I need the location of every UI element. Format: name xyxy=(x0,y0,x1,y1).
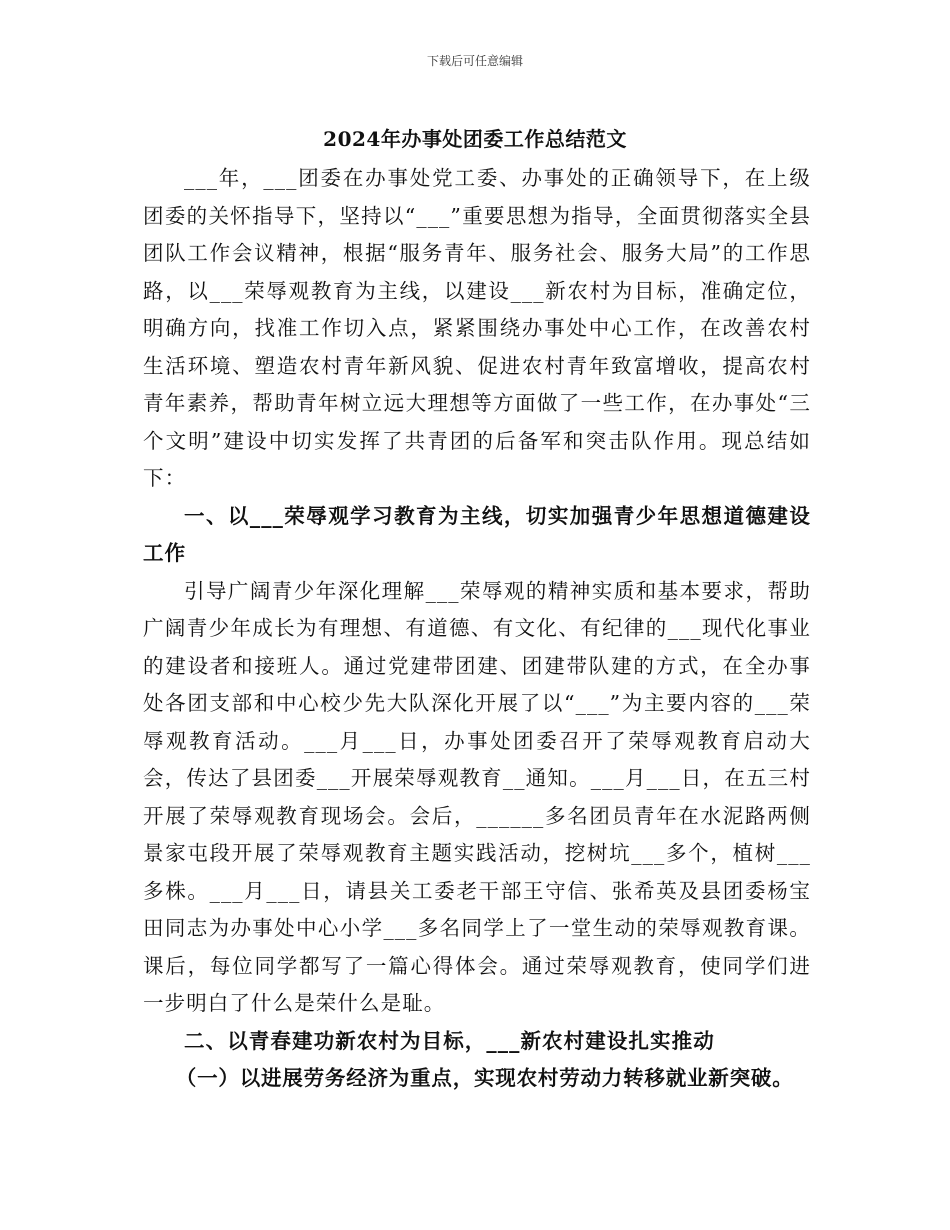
header-note: 下载后可任意编辑 xyxy=(426,54,523,68)
section-1-paragraph: 引导广阔青少年深化理解___荣辱观的精神实质和基本要求，帮助广阔青少年成长为有理想、有道德、有文化、有纪律的___现代化事业的建设者和接班人。通过党建带团建、团建带队建的方式，在全办事处各团支部和中心校少先大队深化开展了以“___”为主要内容的___荣辱观教育活动。___月___日，办事处团委召开了荣辱观教育启动大会，传达了县团委___开展荣辱观教育__通知。___月___日，在五三村开展了荣辱观教育现场会。会后，______多名团员青年在水泥路两侧景家屯段开展了荣辱观教育主题实践活动，挖树坑___多个，植树___多株。___月___日，请县关工委老干部王守信、张希英及县团委杨宝田同志为办事处中心小学___多名同学上了一堂生动的荣辱观教育课。课后，每位同学都写了一篇心得体会。通过荣辱观教育，使同学们进一步明白了什么是荣什么是耻。 xyxy=(143,578,811,1015)
document-title: 2024年办事处团委工作总结范文 xyxy=(323,127,627,151)
intro-paragraph: ___年，___团委在办事处党工委、办事处的正确领导下，在上级团委的关怀指导下，坚持以“___”重要思想为指导，全面贯彻落实全县团队工作会议精神，根据“服务青年、服务社会、服务大局”的工作思路，以___荣辱观教育为主线，以建设___新农村为目标，准确定位，明确方向，找准工作切入点，紧紧围绕办事处中心工作，在改善农村生活环境、塑造农村青年新风貌、促进农村青年致富增收，提高农村青年素养，帮助青年树立远大理想等方面做了一些工作，在办事处“三个文明”建设中切实发挥了共青团的后备军和突击队作用。现总结如下： xyxy=(143,166,811,490)
section-2-subheading-1: （一）以进展劳务经济为重点，实现农村劳动力转移就业新突破。 xyxy=(175,1066,794,1090)
section-1-heading: 一、以___荣辱观学习教育为主线，切实加强青少年思想道德建设工作 xyxy=(143,503,811,565)
section-2-heading: 二、以青春建功新农村为目标，___新农村建设扎实推动 xyxy=(184,1028,715,1053)
document-body xyxy=(143,160,811,1098)
